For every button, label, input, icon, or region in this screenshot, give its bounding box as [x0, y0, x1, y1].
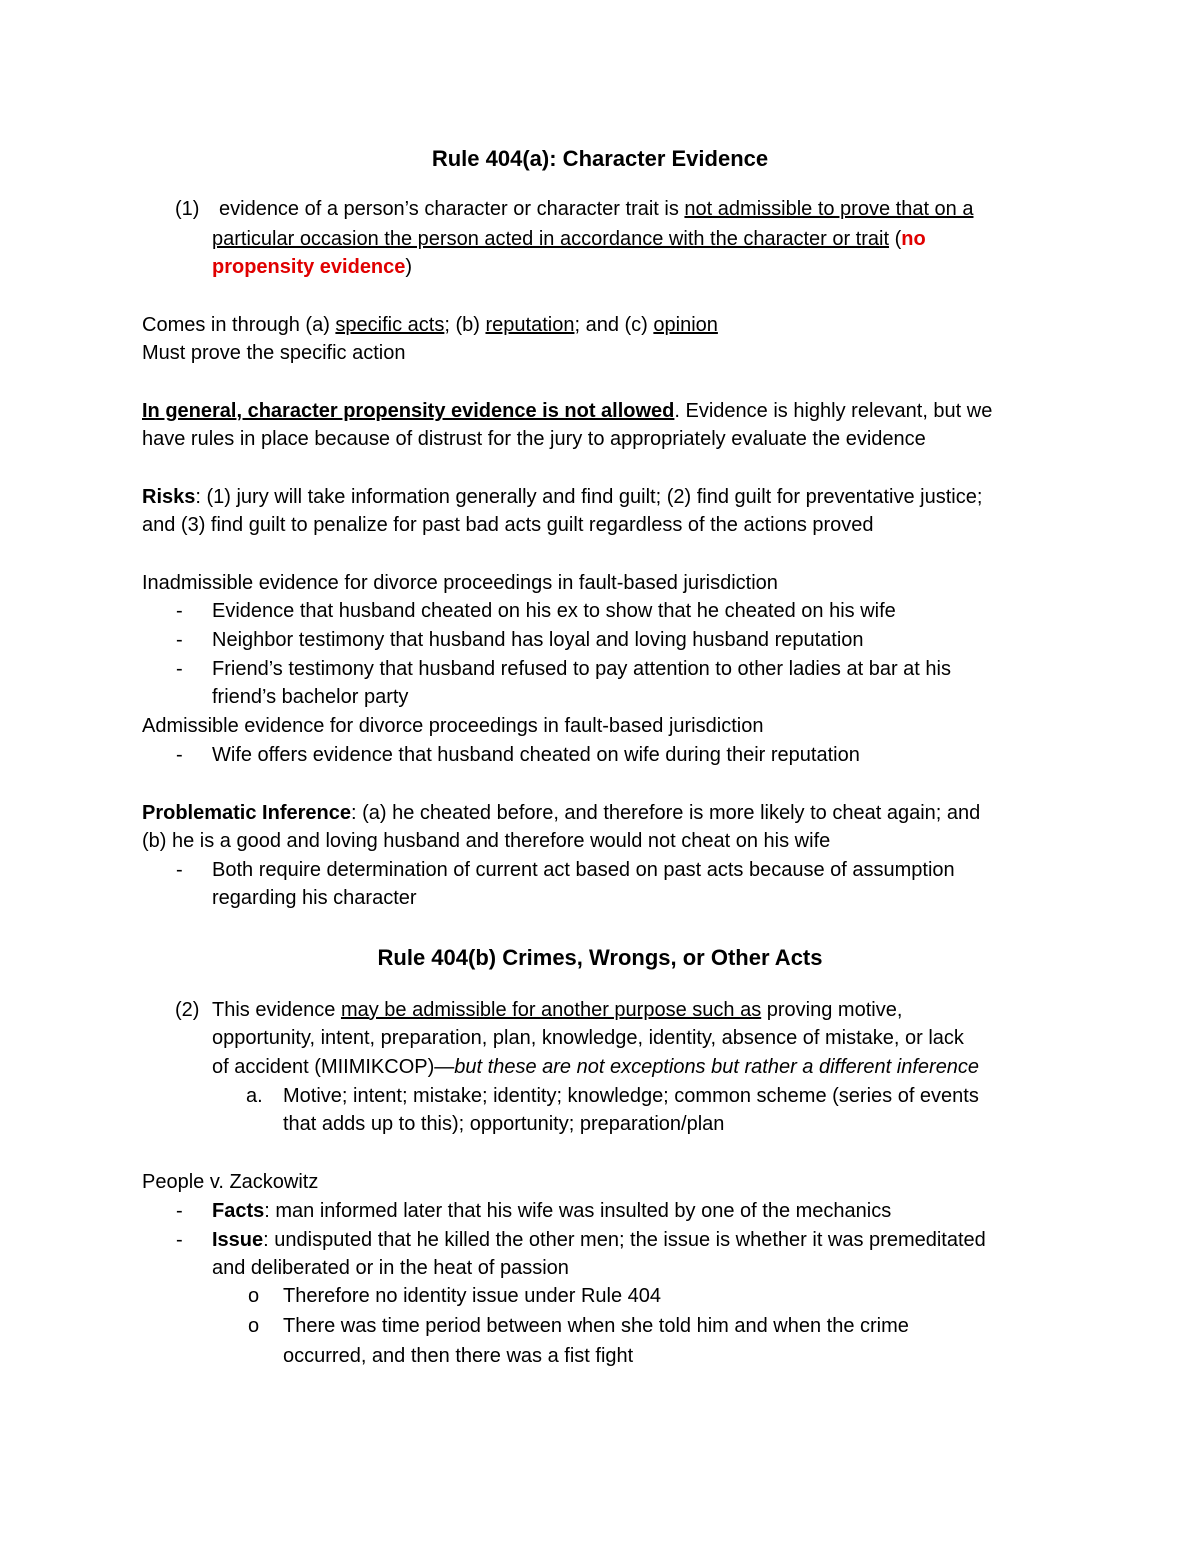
text-line: This evidence may be admissible for another purpose such as proving motive,: [212, 999, 903, 1021]
text-line: have rules in place because of distrust for the jury to appropriately evaluate the evidence: [142, 428, 926, 450]
list-item: Both require determination of current act based on past acts because of assumption: [212, 859, 955, 881]
text-line: opportunity, intent, preparation, plan, knowledge, identity, absence of mistake, or lack: [212, 1027, 964, 1049]
list-item: There was time period between when she told him and when the crime: [283, 1315, 909, 1337]
list-item: Facts: man informed later that his wife was insulted by one of the mechanics: [212, 1200, 892, 1222]
bullet-dash: -: [176, 1200, 183, 1222]
text-line: particular occasion the person acted in accordance with the character or trait (no: [212, 228, 926, 250]
list-item: Neighbor testimony that husband has loyal and loving husband reputation: [212, 629, 864, 651]
text-line: Risks: (1) jury will take information generally and find guilt; (2) find guilt for preventative justice;: [142, 486, 983, 508]
text-line: Inadmissible evidence for divorce proceedings in fault-based jurisdiction: [142, 572, 778, 594]
heading-rule-404a: Rule 404(a): Character Evidence: [431, 146, 769, 171]
text-line: Must prove the specific action: [142, 342, 406, 364]
list-item: Evidence that husband cheated on his ex to show that he cheated on his wife: [212, 600, 896, 622]
list-item: Issue: undisputed that he killed the other men; the issue is whether it was premeditated: [212, 1229, 986, 1251]
text-line: evidence of a person’s character or character trait is not admissible to prove that on a: [219, 198, 974, 220]
bullet-dash: -: [176, 1229, 183, 1251]
bullet-circle: o: [248, 1285, 260, 1307]
list-item-continuation: occurred, and then there was a fist fight: [283, 1345, 634, 1367]
list-marker: a.: [246, 1085, 263, 1107]
bullet-dash: -: [176, 629, 183, 651]
list-item: Therefore no identity issue under Rule 404: [283, 1285, 662, 1307]
list-item-continuation: friend’s bachelor party: [212, 686, 409, 708]
bullet-dash: -: [176, 744, 183, 766]
text-line: Admissible evidence for divorce proceedings in fault-based jurisdiction: [142, 715, 764, 737]
text-line: (b) he is a good and loving husband and therefore would not cheat on his wife: [142, 830, 831, 852]
heading-rule-404b: Rule 404(b) Crimes, Wrongs, or Other Acts: [377, 945, 823, 970]
bullet-dash: -: [176, 600, 183, 622]
text-line: Problematic Inference: (a) he cheated before, and therefore is more likely to cheat again; and: [142, 802, 981, 824]
bullet-dash: -: [176, 658, 183, 680]
case-name: People v. Zackowitz: [142, 1171, 319, 1193]
list-item-continuation: and deliberated or in the heat of passion: [212, 1257, 569, 1279]
list-item: Friend’s testimony that husband refused to pay attention to other ladies at bar at his: [212, 658, 951, 680]
text-line: In general, character propensity evidence is not allowed. Evidence is highly relevant, but we: [142, 400, 993, 422]
text-line: and (3) find guilt to penalize for past bad acts guilt regardless of the actions proved: [142, 514, 874, 536]
list-item: Motive; intent; mistake; identity; knowledge; common scheme (series of events: [283, 1085, 979, 1107]
list-item-continuation: that adds up to this); opportunity; preparation/plan: [283, 1113, 725, 1135]
list-marker: (1): [175, 198, 200, 220]
list-item: Wife offers evidence that husband cheated on wife during their reputation: [212, 744, 860, 766]
text-line: propensity evidence): [212, 256, 413, 278]
list-item-continuation: regarding his character: [212, 887, 417, 909]
bullet-circle: o: [248, 1315, 260, 1337]
text-line: Comes in through (a) specific acts; (b) reputation; and (c) opinion: [142, 314, 718, 336]
text-line: of accident (MIIMIKCOP)—but these are not exceptions but rather a different inference: [212, 1056, 980, 1078]
bullet-dash: -: [176, 859, 183, 881]
list-marker: (2): [175, 999, 200, 1021]
